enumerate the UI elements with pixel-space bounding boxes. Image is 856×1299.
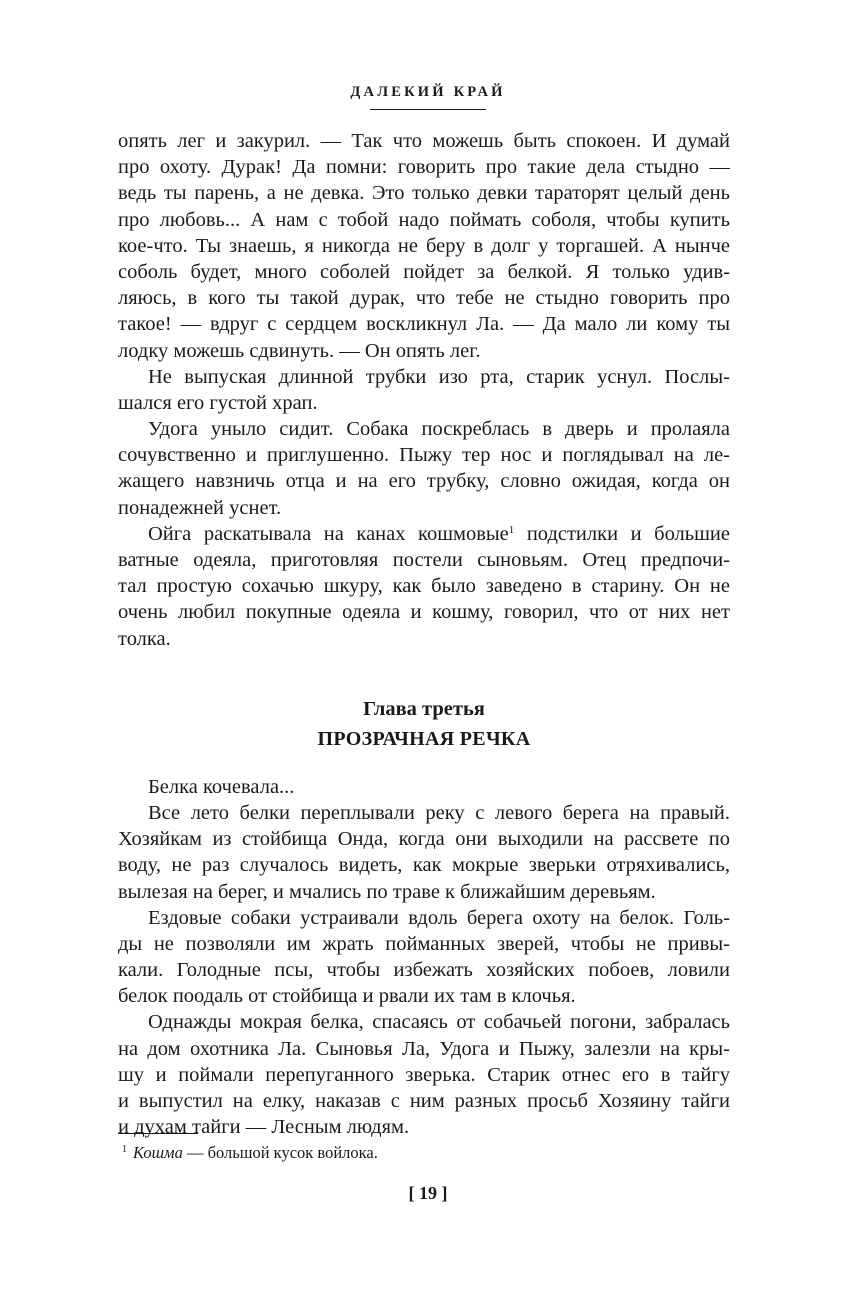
text-line: и духам тайги — Лесным людям. — [118, 1116, 410, 1139]
text-line: опять лег и закурил. — Так что можешь быть спокоен. И думай — [118, 130, 730, 152]
text-line: Все лето белки переплывали реку с левого берега на правый. — [148, 801, 730, 824]
text-line: и выпустил на елку, наказав с ним разных просьб Хозяину тайги — [118, 1090, 730, 1112]
paragraph-3 — [118, 416, 730, 521]
text-line: лодку можешь сдвинуть. — Он опять лег. — [118, 339, 481, 362]
text-line: ватные одеяла, приготовляя постели сыновьям. Отец предпочи- — [118, 549, 730, 571]
body-text — [118, 128, 730, 1140]
text-line: сочувственно и приглушенно. Пыжу тер нос и поглядывал на ле- — [118, 444, 730, 467]
header-rule — [370, 109, 486, 110]
footnote — [118, 1139, 730, 1164]
text-line: ведь ты парень, а не девка. Это только девки тараторят целый день — [118, 182, 730, 205]
footnote-mark: 1 — [122, 1144, 127, 1155]
text-line: Хозяйкам из стойбища Онда, когда они выходили на рассвете по — [118, 828, 730, 851]
paragraph-2 — [118, 364, 730, 416]
paragraph-4 — [118, 521, 730, 652]
paragraph-7 — [118, 905, 730, 1010]
text-line: кое-что. Ты знаешь, я никогда не беру в долг у торгашей. А нынче — [118, 234, 730, 257]
text-segment: Ойга раскатывала на канах кошмовые — [148, 522, 509, 545]
text-line: Удога уныло сидит. Собака поскреблась в дверь и пролаяла — [148, 418, 730, 441]
text-line: толка. — [118, 627, 171, 650]
text-line: шался его густой храп. — [118, 391, 318, 414]
footnote-term: Кошма — [133, 1143, 183, 1162]
paragraph-1 — [118, 128, 730, 364]
paragraph-6 — [118, 800, 730, 905]
page-number: [ 19 ] — [408, 1183, 448, 1203]
text-line: Ездовые собаки устраивали вдоль берега охоту на белок. Голь- — [148, 906, 730, 929]
chapter-title: ПРОЗРАЧНАЯ РЕЧКА — [317, 727, 531, 750]
text-line: тал простую сохачью шкуру, как было заведено в старину. Он не — [118, 575, 730, 598]
text-line: соболь будет, много соболей пойдет за белкой. Я только удив- — [118, 260, 730, 283]
text-line: такое! — вдруг с сердцем воскликнул Ла. — Да мало ли кому ты — [118, 313, 730, 336]
running-head: ДАЛЕКИЙ КРАЙ — [350, 84, 506, 100]
paragraph-5 — [118, 774, 730, 800]
text-line: понадежней уснет. — [118, 496, 282, 519]
text-line: кали. Голодные псы, чтобы избежать хозяйских побоев, ловили — [118, 959, 730, 982]
text-line: про любовь... А нам с тобой надо поймать соболя, чтобы купить — [118, 208, 730, 231]
text-line: Белка кочевала... — [148, 775, 295, 798]
text-line: воду, не раз случалось видеть, как мокрые зверьки отряхивались, — [118, 854, 730, 877]
chapter-label: Глава третья — [363, 697, 485, 720]
text-line: шу и поймали перепуганного зверька. Старик отнес его в тайгу — [118, 1063, 730, 1086]
text-line: на дом охотника Ла. Сыновья Ла, Удога и Пыжу, залезли на кры- — [118, 1037, 730, 1060]
footnote-rule — [118, 1133, 198, 1134]
text-line: Однажды мокрая белка, спасаясь от собачьей погони, забралась — [148, 1011, 730, 1034]
text-line: очень любил покупные одеяла и кошму, говорил, что от них нет — [118, 601, 730, 624]
text-line: ляюсь, в кого ты такой дурак, что тебе не стыдно говорить про — [118, 287, 730, 310]
text-line: Не выпуская длинной трубки изо рта, старик уснул. Послы- — [148, 365, 730, 388]
chapter-heading — [118, 694, 730, 754]
text-line: ды не позволяли им жрать пойманных зверей, чтобы не привы- — [118, 932, 730, 955]
text-line: вылезая на берег, и мчались по траве к ближайшим деревьям. — [118, 880, 656, 903]
footnote-reference: 1 — [508, 523, 515, 536]
text-line: жащего навзничь отца и на его трубку, словно ожидая, когда он — [118, 470, 730, 493]
paragraph-8 — [118, 1009, 730, 1140]
text-segment: подстилки и большие — [514, 522, 730, 545]
footnote-definition: — большой кусок войлока. — [182, 1143, 378, 1162]
text-line: про охоту. Дурак! Да помни: говорить про такие дела стыдно — — [118, 156, 730, 179]
text-line — [118, 521, 730, 547]
text-line: белок поодаль от стойбища и рвали их там в клочья. — [118, 985, 576, 1008]
